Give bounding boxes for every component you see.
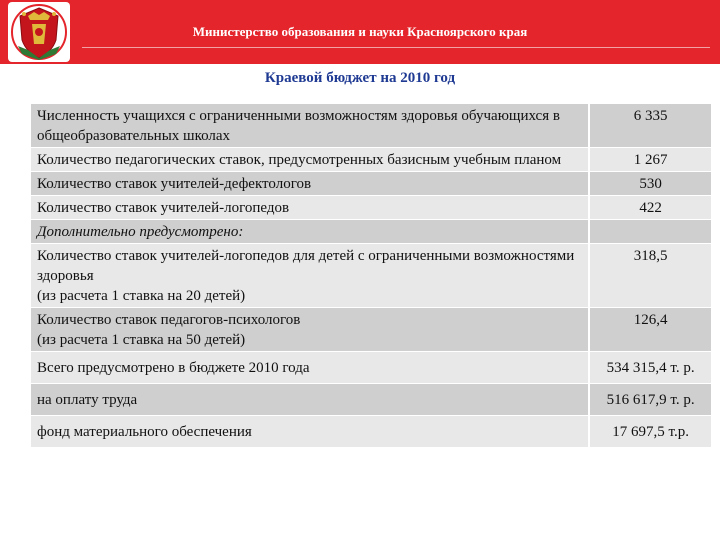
row-value: 6 335 [588,104,711,148]
row-label: на оплату труда [31,384,588,416]
table-row [31,244,711,308]
row-label: Дополнительно предусмотрено: [31,220,588,244]
table-row [31,308,711,352]
row-value: 516 617,9 т. р. [588,384,711,416]
page-title: Краевой бюджет на 2010 год [264,70,456,86]
table-row [31,352,711,384]
row-value: 534 315,4 т. р. [588,352,711,384]
table-row [31,104,711,148]
row-note: (из расчета 1 ставка на 20 детей) [37,288,246,304]
table-row [31,220,711,244]
table-row [31,384,711,416]
row-label: фонд материального обеспечения [31,416,588,448]
row-value: 318,5 [588,244,711,308]
row-value [588,220,711,244]
table-row [31,172,711,196]
row-label-text: Количество ставок педагогов-психологов [37,312,301,328]
table-row [31,416,711,448]
row-label: Численность учащихся с ограниченными возможностям здоровья обучающихся в общеобразовательных школах [31,104,588,148]
row-value: 530 [588,172,711,196]
row-label [31,244,588,308]
row-label-text: Количество ставок учителей-логопедов для детей с ограниченными возможностями здоровья [37,248,575,284]
header-title: Министерство образования и науки Красноярского края [192,24,528,39]
row-label: Всего предусмотрено в бюджете 2010 года [31,352,588,384]
header-divider [82,47,710,48]
row-note: (из расчета 1 ставка на 50 детей) [37,332,246,348]
row-value: 422 [588,196,711,220]
row-label: Количество ставок учителей-дефектологов [31,172,588,196]
table-row [31,148,711,172]
row-label [31,308,588,352]
budget-table [31,104,711,448]
row-value: 17 697,5 т.р. [588,416,711,448]
row-value: 1 267 [588,148,711,172]
table-row [31,196,711,220]
row-label: Количество педагогических ставок, предусмотренных базисным учебным планом [31,148,588,172]
row-value: 126,4 [588,308,711,352]
header-bar [0,0,720,64]
row-label: Количество ставок учителей-логопедов [31,196,588,220]
